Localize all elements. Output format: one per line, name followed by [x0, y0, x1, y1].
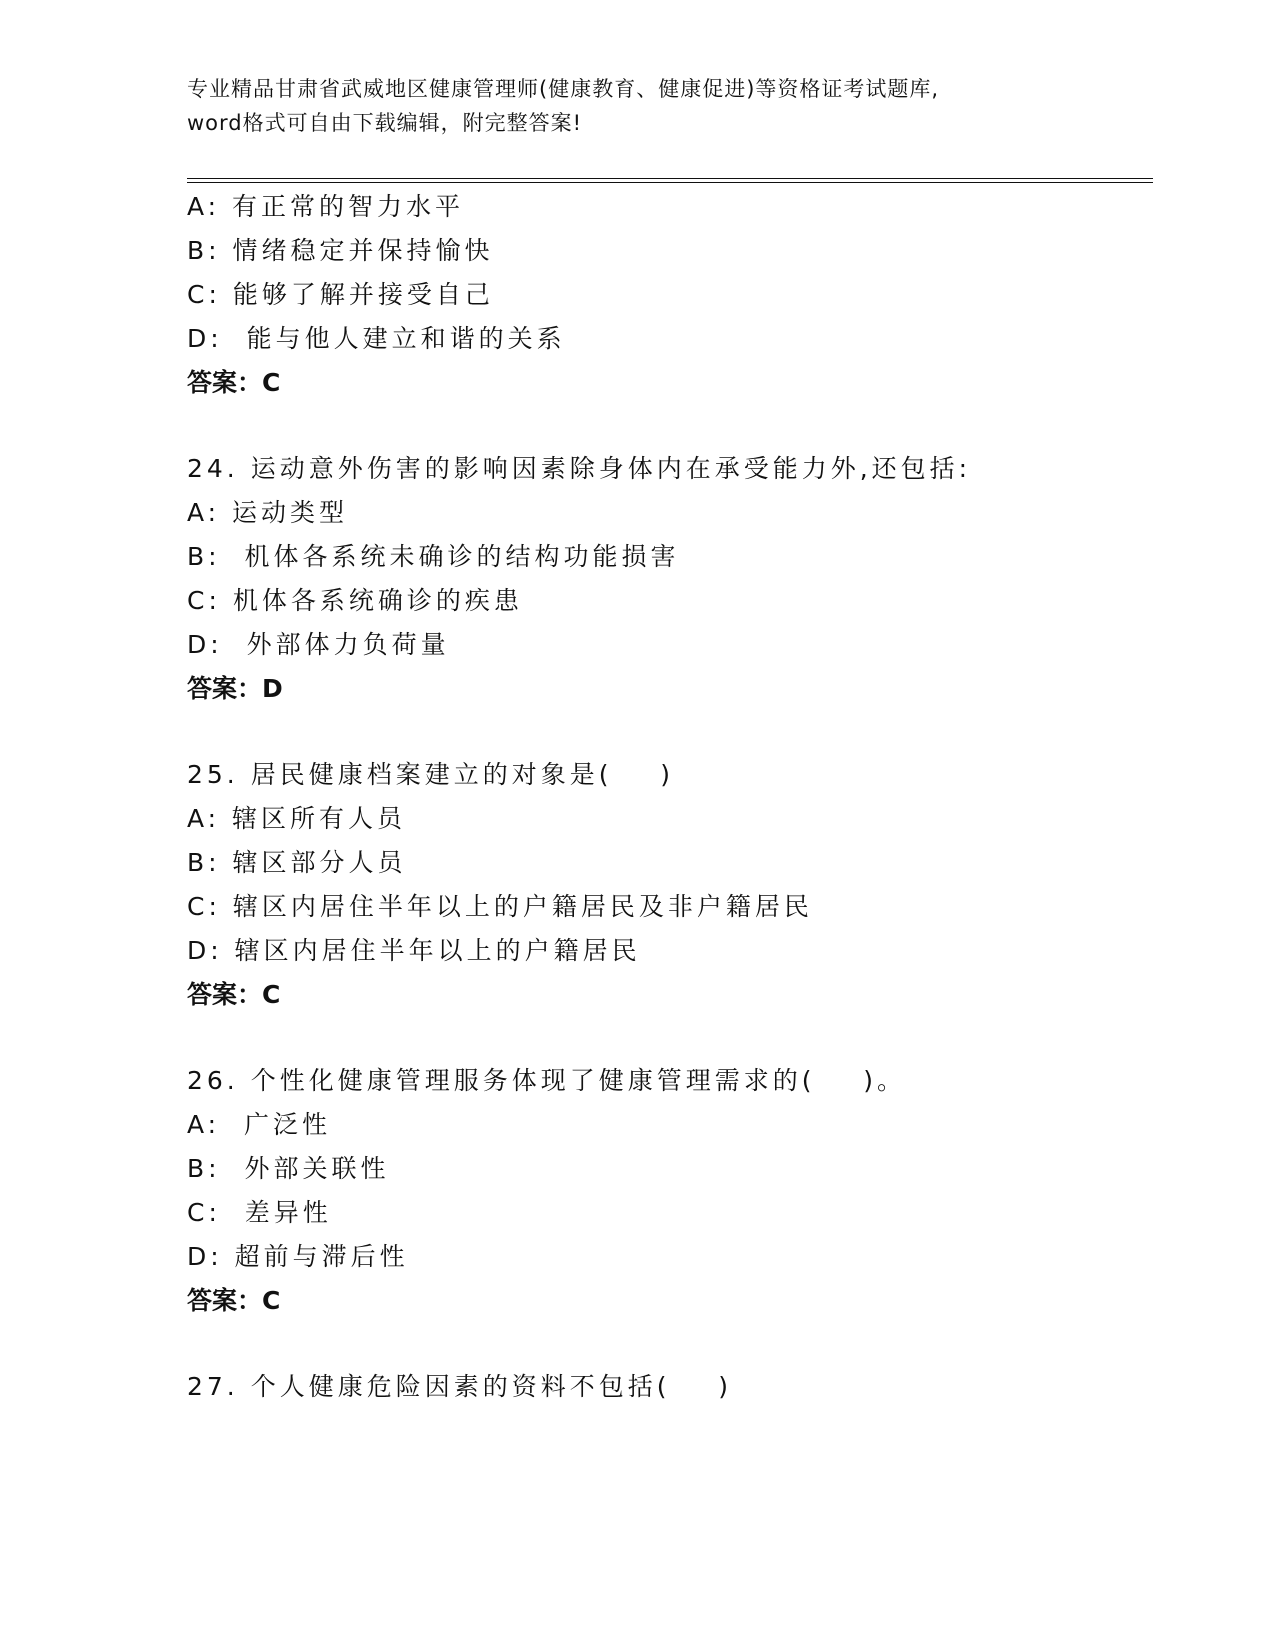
q23-option-b: B: 情绪稳定并保持愉快	[187, 236, 494, 265]
q23-answer: 答案：C	[187, 368, 281, 397]
header-divider-top	[187, 178, 1153, 179]
q25-question: 25. 居民健康档案建立的对象是( )	[187, 760, 675, 789]
header-line-2: word格式可自由下载编辑，附完整答案!	[187, 111, 583, 135]
q27-question: 27. 个人健康危险因素的资料不包括( )	[187, 1372, 733, 1401]
document-header	[187, 72, 1067, 140]
q23-option-c: C: 能够了解并接受自己	[187, 280, 494, 309]
q26-option-c: C: 差异性	[187, 1198, 332, 1227]
q25-option-a: A: 辖区所有人员	[187, 804, 407, 833]
q25-option-d: D: 辖区内居住半年以上的户籍居民	[187, 936, 641, 965]
q25-option-b: B: 辖区部分人员	[187, 848, 407, 877]
q25-option-c: C: 辖区内居住半年以上的户籍居民及非户籍居民	[187, 892, 813, 921]
q24-option-a: A: 运动类型	[187, 498, 349, 527]
q26-answer: 答案：C	[187, 1286, 281, 1315]
q24-option-b: B: 机体各系统未确诊的结构功能损害	[187, 542, 680, 571]
q23-option-a: A: 有正常的智力水平	[187, 192, 465, 221]
header-divider-bottom	[187, 182, 1153, 183]
q25-answer: 答案：C	[187, 980, 281, 1009]
q24-option-d: D: 外部体力负荷量	[187, 630, 450, 659]
q26-option-b: B: 外部关联性	[187, 1154, 390, 1183]
q26-option-d: D: 超前与滞后性	[187, 1242, 409, 1271]
q24-question: 24. 运动意外伤害的影响因素除身体内在承受能力外,还包括:	[187, 454, 972, 483]
q24-option-c: C: 机体各系统确诊的疾患	[187, 586, 523, 615]
q24-answer: 答案：D	[187, 674, 283, 703]
q26-option-a: A: 广泛性	[187, 1110, 331, 1139]
q26-question: 26. 个性化健康管理服务体现了健康管理需求的( )。	[187, 1066, 907, 1095]
q23-option-d: D: 能与他人建立和谐的关系	[187, 324, 566, 353]
header-line-1: 专业精品甘肃省武威地区健康管理师(健康教育、健康促进)等资格证考试题库,	[187, 77, 940, 101]
